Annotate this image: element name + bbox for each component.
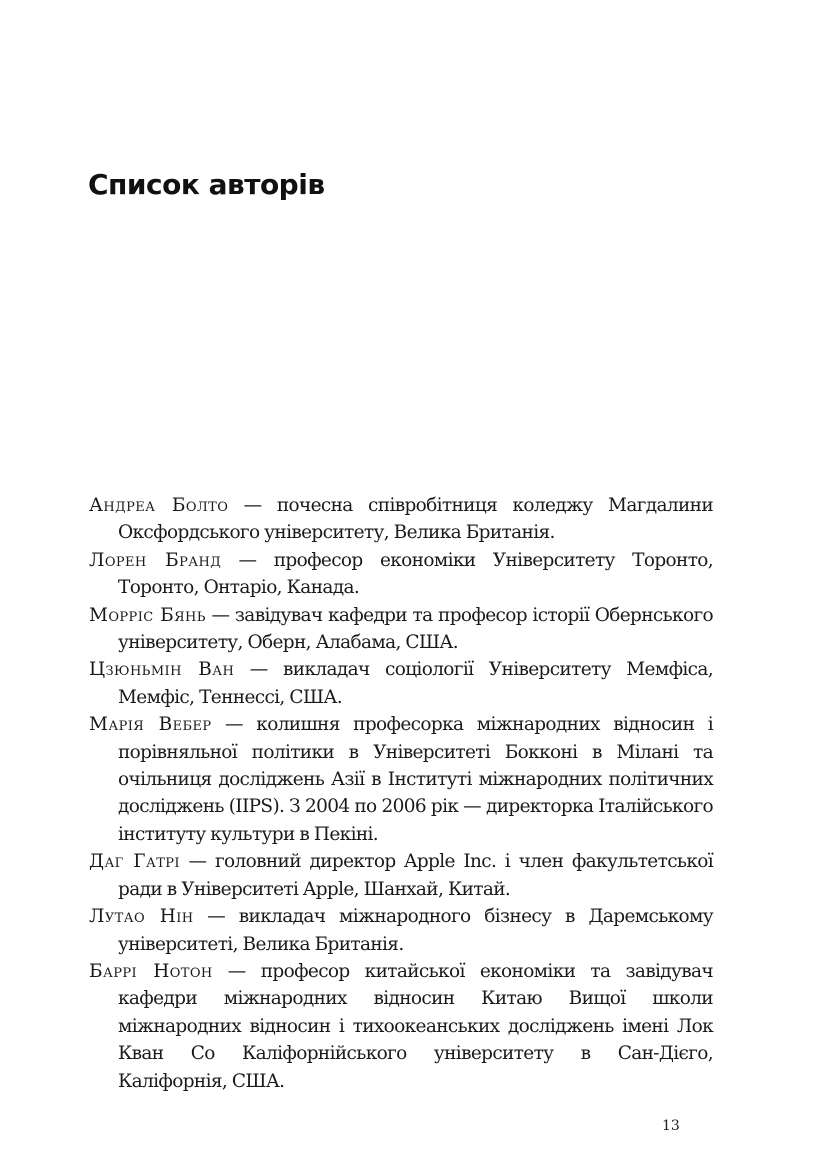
author-name: Баррі Нотон	[89, 960, 213, 982]
author-entry	[89, 547, 713, 602]
author-description: — викладач міжнародного бізнесу в Даремському університеті, Велика Британія.	[118, 906, 713, 955]
author-entry	[89, 903, 713, 958]
author-description: — професор китайської економіки та завідувач кафедри міжнародних відносин Китаю Вищої школи міжнародних відносин і тихоокеанських досліджень імені Лок Кван Со Каліфорнійського університету в Сан-Дієго, Каліфорнія, США.	[118, 960, 713, 1092]
author-name: Цзюньмін Ван	[89, 659, 235, 681]
author-description: — колишня професорка міжнародних відносин і порівняльної політики в Університеті Бокконі в Мілані та очільниця досліджень Азії в Інституті міжнародних політичних досліджень (IIPS). З 2004 по 2006 рік — директорка Італійського інституту культури в Пекіні.	[118, 714, 713, 845]
author-list	[89, 492, 713, 1095]
page-number: 13	[662, 1118, 680, 1134]
author-description: — завідувач кафедри та професор історії Обернського університету, Оберн, Алабама, США.	[118, 604, 713, 654]
author-description: — професор економіки Університету Торонто, Торонто, Онтаріо, Канада.	[118, 549, 713, 599]
author-description: — головний директор Apple Inc. і член факультетської ради в Університеті Apple, Шанхай, Китай.	[118, 851, 713, 900]
author-description: — викладач соціології Університету Мемфіса, Мемфіс, Теннессі, США.	[118, 659, 713, 708]
author-entry	[89, 958, 713, 1095]
author-name: Даг Гатрі	[89, 851, 180, 873]
author-name: Лорен Бранд	[89, 549, 222, 571]
page-title: Список авторів	[88, 168, 325, 201]
author-entry	[89, 492, 713, 547]
author-name: Андреа Болто	[89, 495, 229, 516]
author-name: Лутао Нін	[89, 906, 194, 928]
author-entry	[89, 656, 713, 711]
author-entry	[89, 848, 713, 903]
author-entry	[89, 711, 713, 848]
author-name: Марія Вебер	[89, 714, 212, 736]
author-entry	[89, 602, 713, 657]
author-name: Морріс Бянь	[89, 604, 206, 626]
author-description: — почесна співробітниця коледжу Магдалини Оксфордського університету, Велика Британія.	[118, 495, 713, 544]
